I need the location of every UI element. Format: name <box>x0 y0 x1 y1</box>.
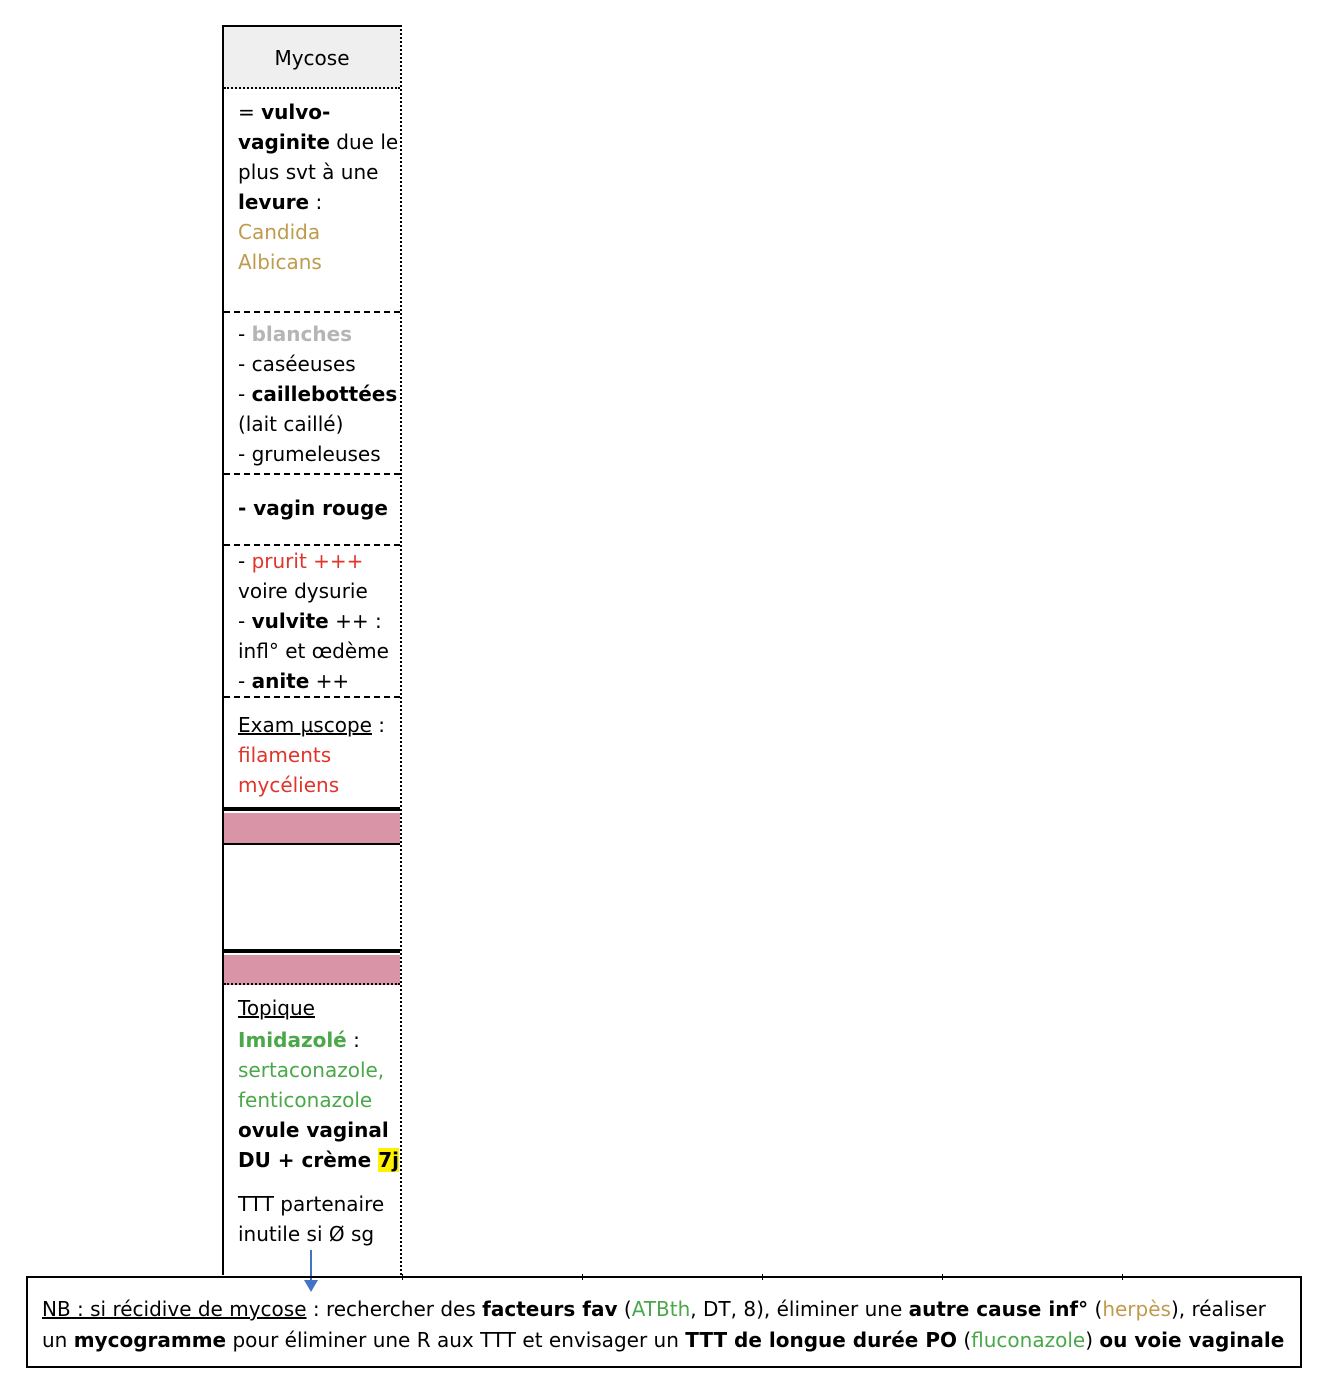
note-mycogramme: mycogramme <box>73 1328 227 1352</box>
vagin-cell <box>224 475 400 546</box>
vulvite-bold: vulvite <box>251 609 329 633</box>
treatment-imidazole-line: Imidazolé : <box>238 1028 360 1052</box>
definition-text: = <box>238 100 262 124</box>
note-facteurs: facteurs fav <box>482 1297 618 1321</box>
prurit-text: prurit +++ <box>251 549 364 573</box>
note-nb: NB : si récidive de mycose <box>42 1297 307 1321</box>
discharge-line-1: - blanches <box>238 322 353 346</box>
anite-rest: ++ <box>309 669 350 693</box>
duration-highlight: 7j <box>378 1148 399 1172</box>
organism-name: Candida Albicans <box>238 220 322 274</box>
note-atbth: ATBth <box>631 1297 691 1321</box>
empty-cell <box>224 847 400 953</box>
treatment-molecules: sertaconazole, fenticonazole <box>238 1058 385 1112</box>
definition-colon: : <box>309 190 323 214</box>
note-herpes: herpès <box>1102 1297 1171 1321</box>
vagin-rouge: - vagin rouge <box>238 496 388 520</box>
definition-cell <box>224 91 400 313</box>
treatment-topique: Topique <box>238 996 315 1020</box>
imidazole-label: Imidazolé <box>238 1028 347 1052</box>
symptom-prurit: - prurit +++ <box>238 549 364 573</box>
pink-separator-2 <box>224 955 400 985</box>
discharge-line-2: - caséeuses <box>238 352 356 376</box>
exam-label: Exam µscope <box>238 713 372 737</box>
treatment-cell <box>224 987 400 1277</box>
anite-bold: anite <box>251 669 310 693</box>
pink-separator-1 <box>224 813 400 845</box>
discharge-line-4: (lait caillé) <box>238 412 344 436</box>
discharge-cell <box>224 313 400 475</box>
exam-result: filaments mycéliens <box>238 743 340 797</box>
note-voie-vaginale: ou voie vaginale <box>1099 1328 1285 1352</box>
definition-bold-levure: levure <box>238 190 310 214</box>
discharge-caillebottees: caillebottées <box>251 382 398 406</box>
symptom-dysurie: voire dysurie <box>238 579 368 603</box>
treatment-partner: TTT partenaire inutile si Ø sg <box>238 1192 385 1246</box>
discharge-line-5: - grumeleuses <box>238 442 381 466</box>
note-box: NB : si récidive de mycose : rechercher des facteurs fav (ATBth, DT, 8), éliminer une autre cause inf° (herpès), réaliser un mycogramme pour éliminer une R aux TTT et envisager un TTT de longue durée PO (fluconazole) ou voie vaginale <box>26 1276 1302 1368</box>
note-autre-cause: autre cause inf° <box>908 1297 1089 1321</box>
vulvite-rest: ++ : infl° et œdème <box>238 609 389 663</box>
note-fluconazole: fluconazole <box>971 1328 1086 1352</box>
symptom-anite: - anite ++ <box>238 669 350 693</box>
definition-text-2: due le plus svt à une <box>238 130 399 184</box>
discharge-line-3: - caillebottées <box>238 382 398 406</box>
discharge-white: blanches <box>251 322 353 346</box>
exam-cell <box>224 698 400 811</box>
symptoms-cell <box>224 546 400 698</box>
symptom-vulvite: - vulvite ++ : infl° et œdème <box>238 609 389 663</box>
note-ttt-longue: TTT de longue durée PO <box>685 1328 957 1352</box>
exam-colon: : <box>371 713 386 737</box>
mycose-column <box>222 25 402 1275</box>
definition-bold-vulvovaginite: vulvo-vaginite <box>238 100 331 154</box>
column-header: Mycose <box>224 27 400 89</box>
treatment-ovule: ovule vaginal DU + crème 7j <box>238 1118 399 1172</box>
